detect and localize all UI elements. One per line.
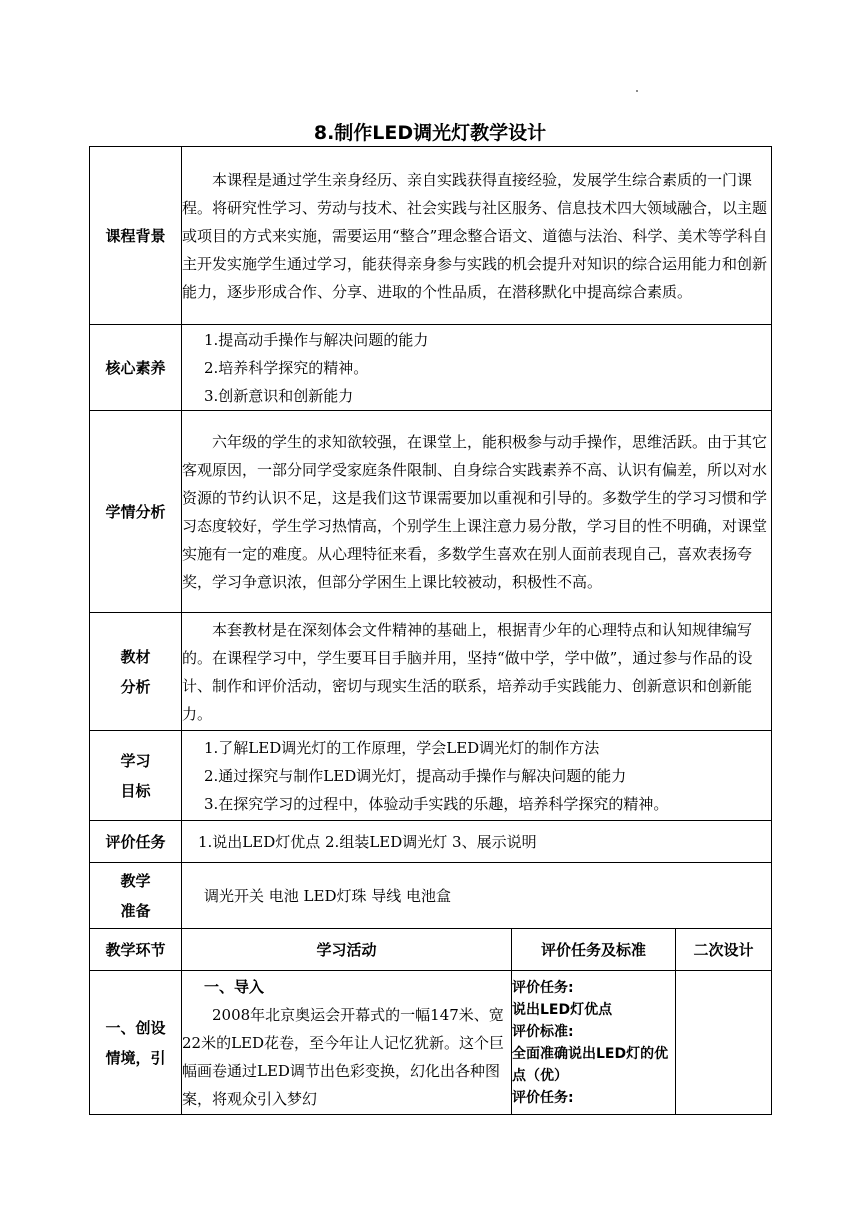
lesson-plan-table <box>89 146 772 1115</box>
label-prep-line2: 准备 <box>120 901 151 920</box>
row-core <box>90 325 772 411</box>
eval-line-3: 评价标准: <box>512 1023 574 1040</box>
label-goals-line2: 目标 <box>120 781 151 800</box>
background-text: 本课程是通过学生亲身经历、亲自实践获得直接经验，发展学生综合素质的一门课程。将研究性学习、劳动与技术、社会实践与社区服务、信息技术四大领域融合，以主题或项目的方式来实施，需要运用“整合”理念整合语文、道德与法治、科学、美术等学科自主开发实施学生通过学习，能获得亲身参与实践的机会提升对知识的综合运用能力和创新能力，逐步形成合作、分享、进取的个性品质，在潜移默化中提高综合素质。 <box>182 170 768 301</box>
analysis-text: 六年级的学生的求知欲较强，在课堂上，能积极参与动手操作，思维活跃。由于其它客观原因，一部分同学受家庭条件限制、自身综合实践素养不高、认识有偏差，所以对水资源的节约认识不足，这是我们这节课需要加以重视和引导的。多数学生的学习习惯和学习态度较好，学生学习热情高，个别学生上课注意力易分散，学习目的性不明确，对课堂实施有一定的难度。从心理特征来看，多数学生喜欢在别人面前表现自己，喜欢表扬夸奖，学习争意识浓，但部分学困生上课比较被动，积极性不高。 <box>182 432 768 591</box>
stage-1-line2: 情境，引 <box>105 1048 166 1067</box>
label-prep <box>90 863 182 929</box>
label-core: 核心素养 <box>90 325 182 411</box>
row-goals <box>90 731 772 821</box>
textbook-text: 本套教材是在深刻体会文件精神的基础上，根据青少年的心理特点和认知规律编写的。在课程学习中，学生要耳目手脑并用，坚持“做中学，学中做”，通过参与作品的设计、制作和评价活动，密切与现实生活的联系，培养动手实践能力、创新意识和创新能力。 <box>182 620 753 723</box>
stage-1-label <box>90 971 182 1115</box>
eval-line-1: 评价任务: <box>512 979 574 996</box>
eval-task-cell <box>182 821 772 863</box>
activity-heading: 一、导入 <box>204 977 265 996</box>
prep-cell <box>182 863 772 929</box>
label-eval-task: 评价任务 <box>90 821 182 863</box>
row-headers <box>90 929 772 971</box>
analysis-cell <box>182 411 772 613</box>
header-second-design: 二次设计 <box>676 929 772 971</box>
row-background <box>90 147 772 325</box>
page-title: 8.制作LED调光灯教学设计 <box>313 122 547 144</box>
textbook-cell <box>182 613 772 731</box>
header-activity: 学习活动 <box>182 929 512 971</box>
label-textbook-line2: 分析 <box>120 677 151 696</box>
goals-cell <box>182 731 772 821</box>
stage-1-eval <box>512 971 676 1115</box>
stage-1-line1: 一、创设 <box>105 1018 166 1037</box>
label-goals-line1: 学习 <box>120 751 151 770</box>
label-goals <box>90 731 182 821</box>
label-background: 课程背景 <box>90 147 182 325</box>
row-prep <box>90 863 772 929</box>
row-analysis <box>90 411 772 613</box>
stage-1-activity <box>182 971 512 1115</box>
goal-item-1: 1.了解LED调光灯的工作原理，学会LED调光灯的制作方法 <box>204 738 600 757</box>
row-eval-task <box>90 821 772 863</box>
core-item-2: 2.培养科学探究的精神。 <box>204 358 369 377</box>
label-prep-line1: 教学 <box>120 871 151 890</box>
label-textbook-line1: 教材 <box>120 647 151 666</box>
background-cell <box>182 147 772 325</box>
core-item-1: 1.提高动手操作与解决问题的能力 <box>204 330 429 349</box>
eval-line-5: 评价任务: <box>512 1089 574 1106</box>
activity-text: 2008年北京奥运会开幕式的一幅147米、宽22米的LED花卷，至今年让人记忆犹新。这个巨幅画卷通过LED调节出色彩变换，幻化出各种图案，将观众引入梦幻 <box>182 1005 505 1108</box>
eval-task-text: 1.说出LED灯优点 2.组装LED调光灯 3、展示说明 <box>198 832 537 851</box>
header-stage: 教学环节 <box>90 929 182 971</box>
eval-line-2: 说出LED灯优点 <box>512 1001 613 1018</box>
label-analysis: 学情分析 <box>90 411 182 613</box>
stage-1-second-design <box>676 971 772 1115</box>
stray-dot <box>636 90 638 92</box>
row-stage-1 <box>90 971 772 1115</box>
eval-line-4: 全面准确说出LED灯的优点（优） <box>512 1045 669 1084</box>
row-textbook <box>90 613 772 731</box>
prep-text: 调光开关 电池 LED灯珠 导线 电池盒 <box>204 886 452 905</box>
goal-item-2: 2.通过探究与制作LED调光灯，提高动手操作与解决问题的能力 <box>204 766 627 785</box>
label-textbook <box>90 613 182 731</box>
core-item-3: 3.创新意识和创新能力 <box>204 386 354 405</box>
goal-item-3: 3.在探究学习的过程中，体验动手实践的乐趣，培养科学探究的精神。 <box>204 794 669 813</box>
header-eval: 评价任务及标准 <box>512 929 676 971</box>
core-cell <box>182 325 772 411</box>
